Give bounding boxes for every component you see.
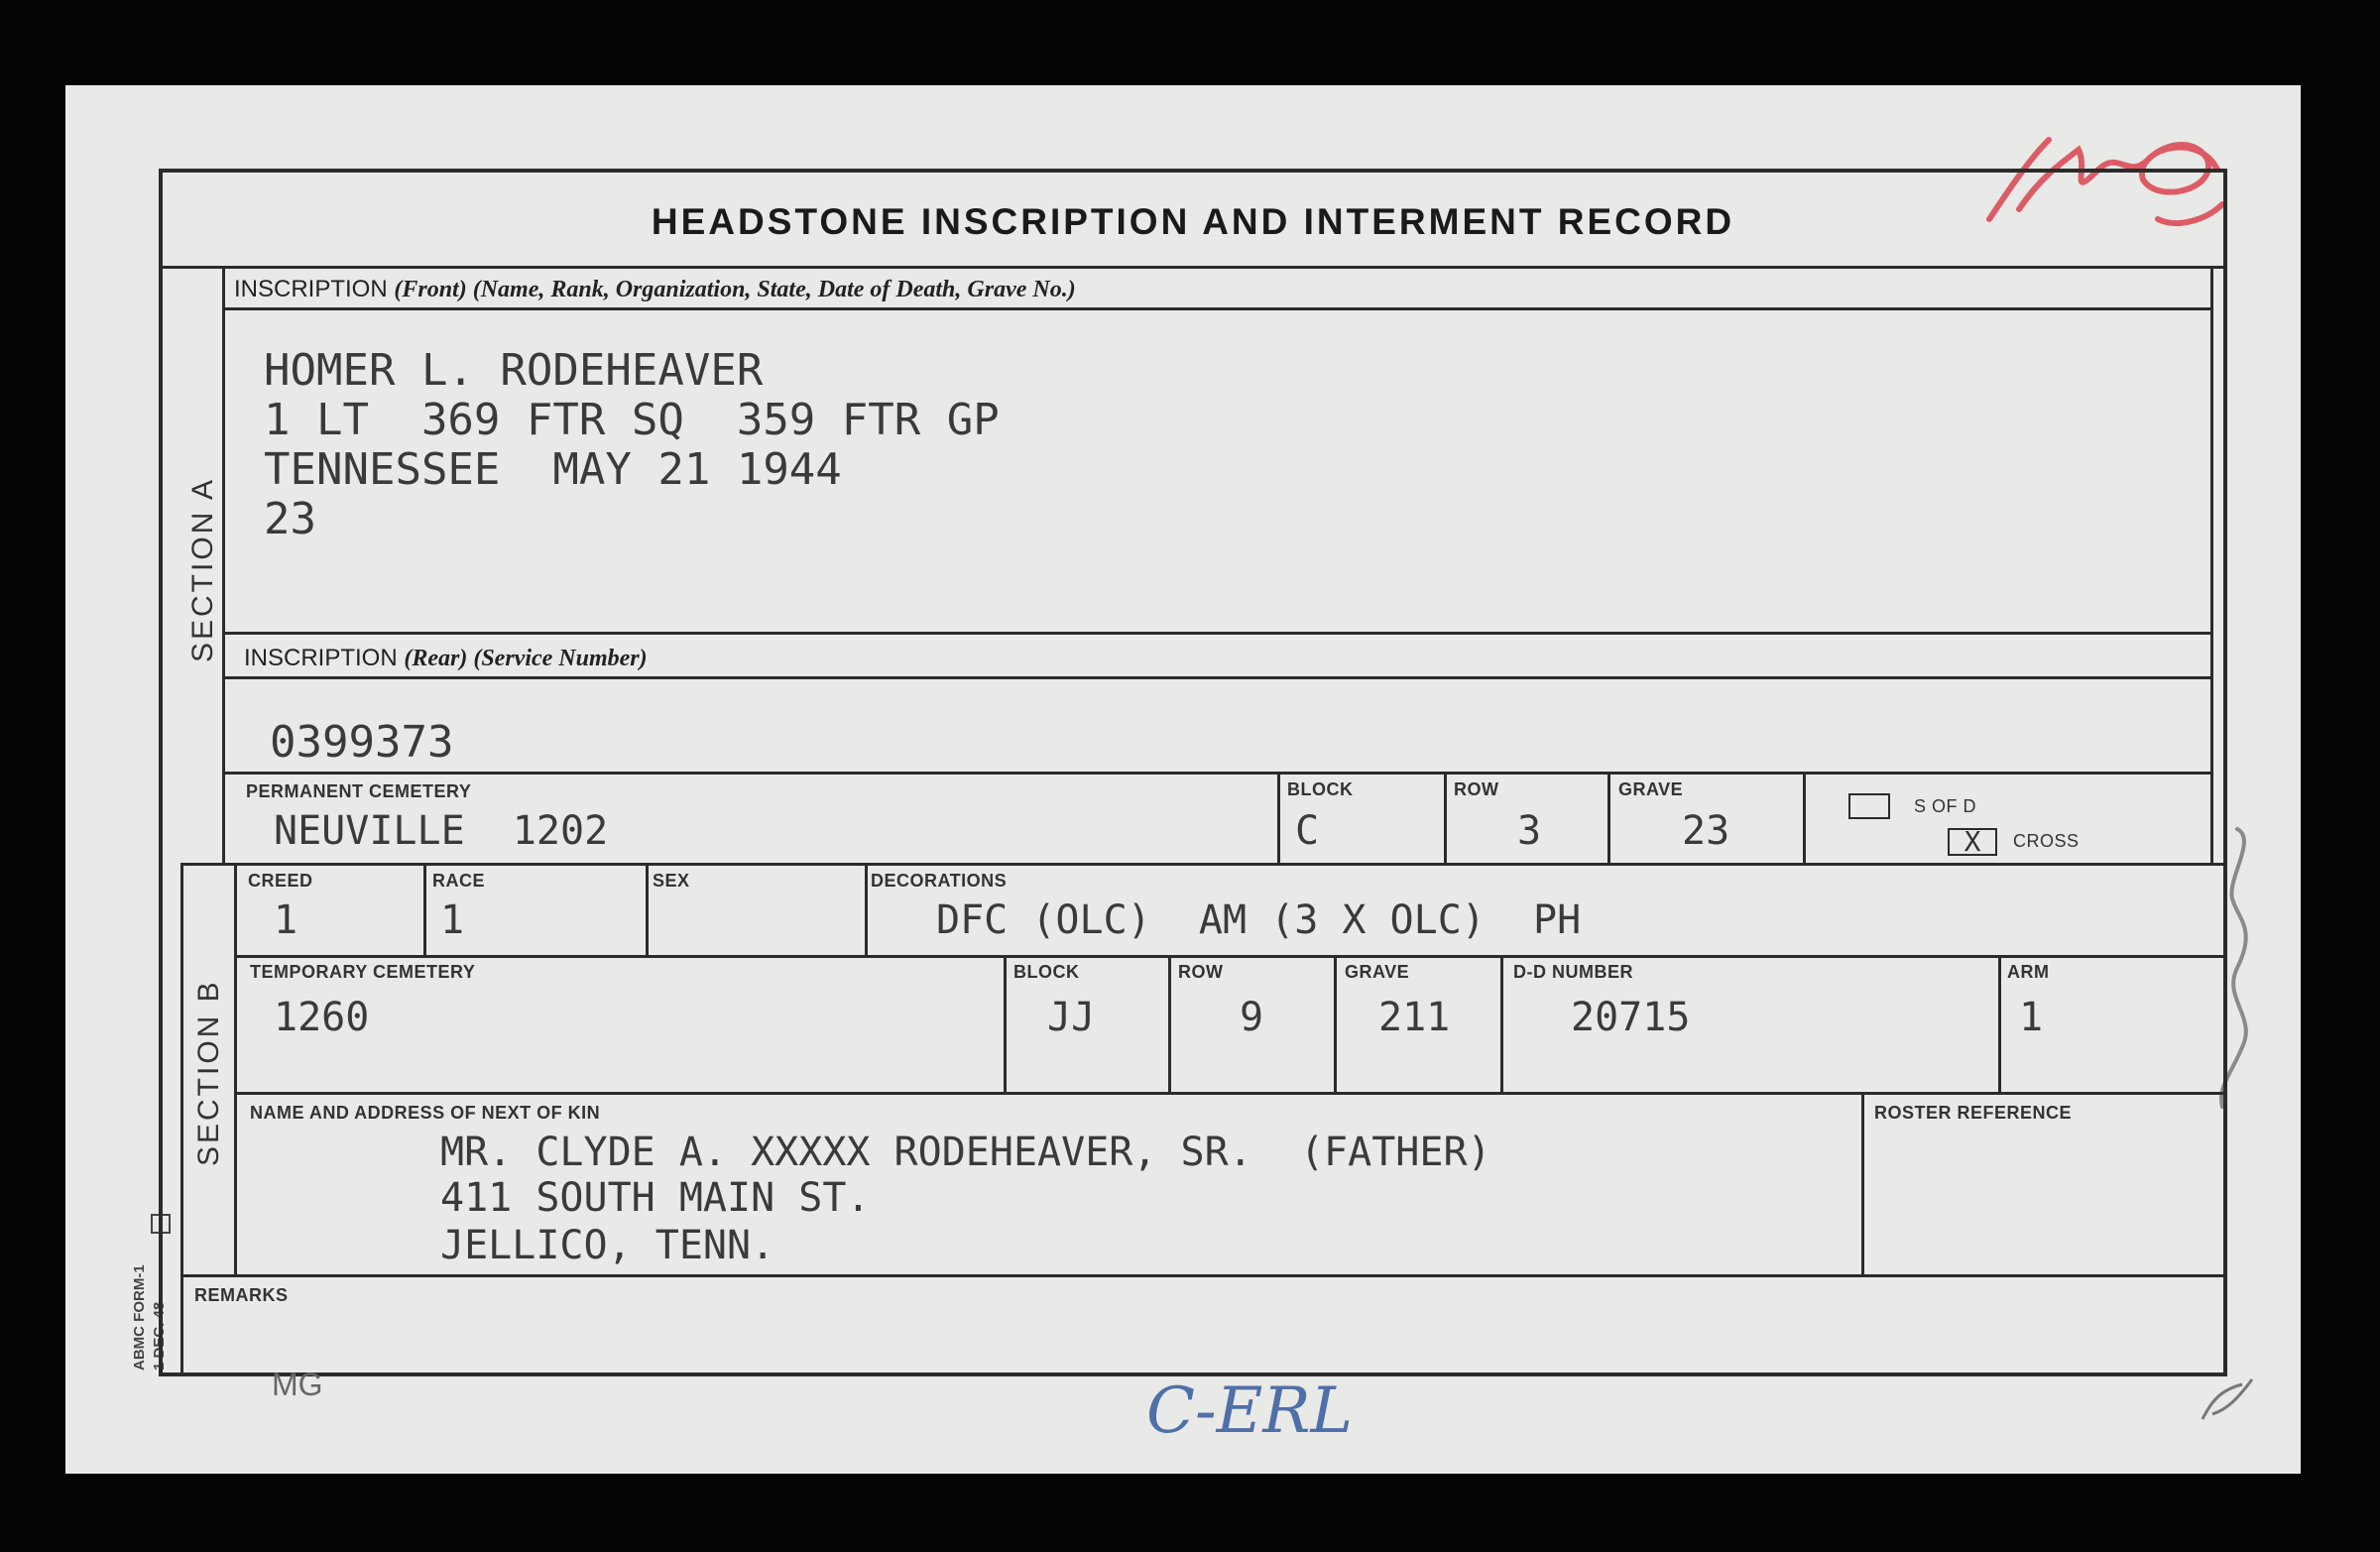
next-of-kin-line-2: 411 SOUTH MAIN ST. (440, 1175, 871, 1221)
perm-row-label: ROW (1454, 779, 1499, 799)
inscription-front-line-3: TENNESSEE MAY 21 1944 (264, 444, 842, 495)
inscription-front-line-4: 23 (264, 494, 316, 544)
s-of-d-label: S OF D (1914, 796, 1977, 816)
section-b-label: SECTION B (192, 979, 225, 1166)
form-number-line1: ABMC FORM-1 (131, 1264, 148, 1371)
inscription-front-line-2: 1 LT 369 FTR SQ 359 FTR GP (264, 395, 1000, 445)
bottom-handwriting: C-ERL (1146, 1374, 1353, 1448)
creed-label: CREED (248, 871, 313, 891)
permanent-cemetery-value: NEUVILLE 1202 (274, 808, 609, 854)
decorations-label: DECORATIONS (871, 871, 1008, 891)
roster-reference-label: ROSTER REFERENCE (1874, 1103, 2073, 1123)
sex-label: SEX (653, 871, 690, 891)
form-title: HEADSTONE INSCRIPTION AND INTERMENT RECORD (651, 201, 1735, 242)
next-of-kin-line-3: JELLICO, TENN. (440, 1223, 775, 1268)
perm-block-value: C (1295, 808, 1320, 854)
arm-label: ARM (2007, 962, 2050, 982)
inscription-front-heading-italic: (Front) (Name, Rank, Organization, State, Date of Death, Grave No.) (394, 277, 1076, 302)
bottom-right-pencil-mark-icon (2193, 1370, 2272, 1429)
dd-number-value: 20715 (1571, 995, 1691, 1040)
inscription-front-line-1: HOMER L. RODEHEAVER (264, 345, 764, 396)
cross-checkbox[interactable] (1948, 825, 1997, 858)
temp-block-value: JJ (1047, 995, 1096, 1040)
temp-grave-value: 211 (1378, 995, 1451, 1040)
form-number (131, 1264, 148, 1371)
s-of-d-checkbox[interactable] (1848, 793, 1890, 819)
temp-block-label: BLOCK (1013, 962, 1080, 982)
remarks-value: MG (272, 1367, 323, 1402)
temp-grave-label: GRAVE (1345, 962, 1410, 982)
inscription-front-heading-plain: INSCRIPTION (234, 276, 388, 302)
temp-row-label: ROW (1178, 962, 1224, 982)
cross-label: CROSS (2013, 831, 2080, 851)
cross-check-mark: X (1964, 825, 1981, 858)
next-of-kin-label: NAME AND ADDRESS OF NEXT OF KIN (250, 1103, 601, 1123)
remarks-label: REMARKS (194, 1285, 289, 1305)
inscription-front-heading (234, 276, 1076, 303)
section-a-label: SECTION A (186, 476, 219, 662)
temporary-cemetery-label: TEMPORARY CEMETERY (250, 962, 476, 982)
perm-block-label: BLOCK (1287, 779, 1354, 799)
temp-row-value: 9 (1240, 995, 1264, 1040)
next-of-kin-line-1: MR. CLYDE A. XXXXX RODEHEAVER, SR. (FATHER) (440, 1130, 1491, 1175)
arm-value: 1 (2019, 995, 2044, 1040)
inscription-rear-heading (244, 645, 648, 672)
decorations-value: DFC (OLC) AM (3 X OLC) PH (936, 897, 1582, 943)
dd-number-label: D-D NUMBER (1513, 962, 1633, 982)
service-number: 0399373 (270, 717, 454, 768)
inscription-rear-heading-italic: (Rear) (Service Number) (404, 646, 648, 671)
temporary-cemetery-value: 1260 (274, 995, 370, 1040)
form-number-line2: 1 DEC. 48 (151, 1301, 168, 1371)
perm-row-value: 3 (1517, 808, 1542, 854)
inscription-rear-heading-plain: INSCRIPTION (244, 645, 398, 671)
permanent-cemetery-label: PERMANENT CEMETERY (246, 781, 472, 801)
race-value: 1 (440, 897, 465, 943)
race-label: RACE (432, 871, 486, 891)
creed-value: 1 (274, 897, 298, 943)
perm-grave-value: 23 (1682, 808, 1730, 854)
perm-grave-label: GRAVE (1618, 779, 1684, 799)
